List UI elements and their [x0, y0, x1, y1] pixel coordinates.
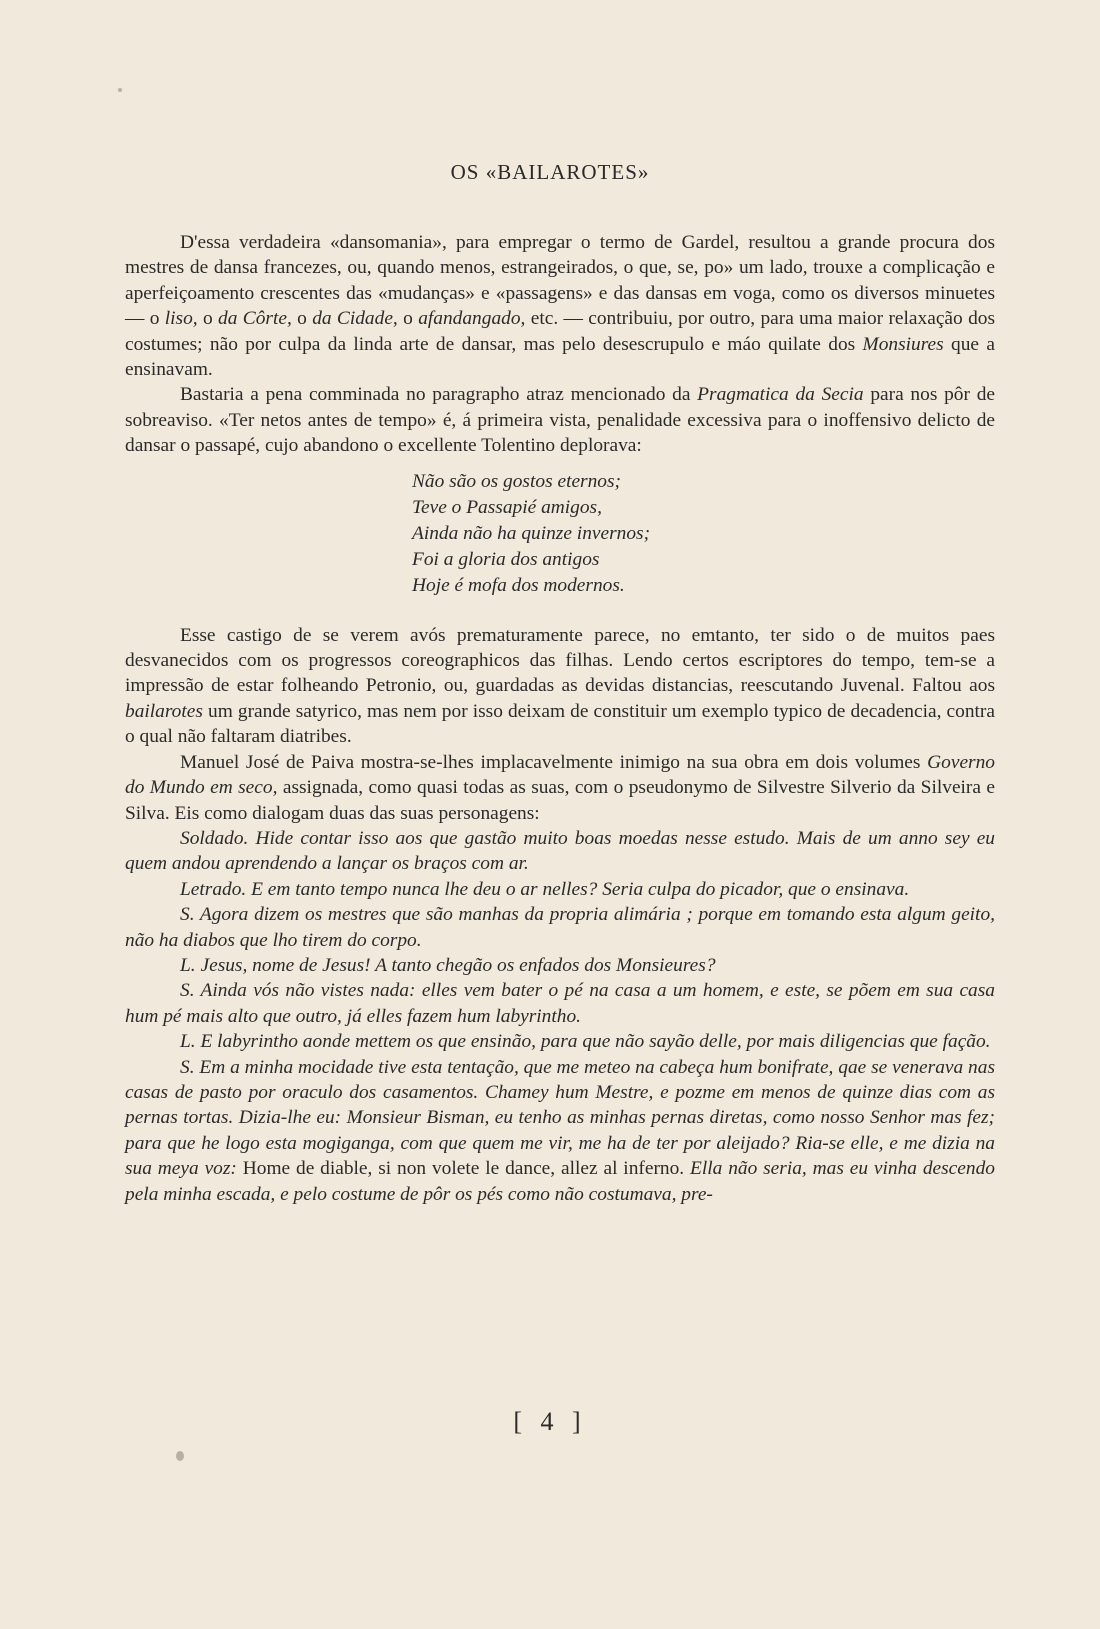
dialogue-line: S. Agora dizem os mestres que são manhas da propria alimária ; porque em tomando esta algum geito, não ha diabos que lho tirem do corpo.: [125, 904, 995, 951]
paragraph: Esse castigo de se verem avós prematuramente parece, no emtanto, ter sido o de muitos paes desvanecidos com os progressos coreographicos das filhas. Lendo certos escriptores do tempo, tem-se a impressão de estar folheando Petronio, ou, guardadas as devidas distancias, reescutando Juvenal. Faltou aos bailarotes um grande satyrico, mas nem por isso deixam de constituir um exemplo typico de decadencia, contra o qual não faltaram diatribes.: [125, 624, 995, 748]
dialogue-line: S. Em a minha mocidade tive esta tentação, que me meteo na cabeça hum bonifrate, qae se venerava nas casas de pasto por oraculo dos casamentos. Chamey hum Mestre, e pozme em menos de quinze dias com as pernas tortas. Dizia-lhe eu: Monsieur Bisman, eu tenho as minhas pernas diretas, como nosso Senhor mas fez; para que he logo esta mogiganga, com que quem me vir, me ha de ter por aleijado? Ria-se elle, e me dizia na sua meya voz: Home de diable, si non volete le dance, allez al inferno. Ella não seria, mas eu vinha descendo pela minha escada, e pelo costume de pôr os pés como não costumava, pre-: [125, 1056, 995, 1205]
dialogue-line: L. E labyrintho aonde mettem os que ensinão, para que não sayão delle, por mais diligencias que fação.: [180, 1031, 991, 1053]
dialogue-line: Letrado. E em tanto tempo nunca lhe deu o ar nelles? Seria culpa do picador, que o ensinava.: [180, 878, 910, 900]
paper-speck: [176, 1451, 184, 1461]
paragraph: Manuel José de Paiva mostra-se-lhes implacavelmente inimigo na sua obra em dois volumes Governo do Mundo em seco, assignada, como quasi todas as suas, com o pseudonymo de Silvestre Silverio da Silveira e Silva. Eis como dialogam duas das suas personagens:: [125, 751, 996, 824]
verse-line: Hoje é mofa dos modernos.: [412, 574, 625, 596]
dialogue: [125, 826, 995, 1207]
main-text: [125, 230, 995, 1207]
dialogue-line: Soldado. Hide contar isso aos que gastão muito boas moedas nesse estudo. Mais de um anno sey eu quem andou aprendendo a lançar os braços com ar.: [125, 827, 995, 875]
dialogue-line: S. Ainda vós não vistes nada: elles vem bater o pé na casa a um homem, e este, se põem em sua casa hum pé mais alto que outro, já elles fazem hum labyrintho.: [125, 980, 995, 1027]
page-number: [ 4 ]: [513, 1407, 587, 1436]
paragraph: D'essa verdadeira «dansomania», para empregar o termo de Gardel, resultou a grande procura dos mestres de dansa francezes, ou, quando menos, estrangeirados, o que, se, po» um lado, trouxe a complicação e aperfeiçoamento crescentes das «mudanças» e «passagens» e das dansas em voga, como os diversos minuetes — o liso, o da Côrte, o da Cidade, o afandangado, etc. — contribuiu, por outro, para uma maior relaxação dos costumes; não por culpa da linda arte de dansar, mas pelo desescrupulo e máo quilate dos Monsiures que a ensinavam.: [125, 232, 996, 381]
chapter-title: OS «BAILAROTES»: [450, 160, 650, 184]
verse-line: Teve o Passapié amigos,: [412, 496, 602, 518]
paragraph: Bastaria a pena comminada no paragrapho atraz mencionado da Pragmatica da Secia para nos pôr de sobreaviso. «Ter netos antes de tempo» é, á primeira vista, penalidade excessiva para o inoffensivo delicto de dansar o passapé, cujo abandono o excellente Tolentino deplorava:: [125, 384, 995, 457]
verse-quote: [412, 469, 995, 599]
verse-line: Não são os gostos eternos;: [412, 470, 621, 492]
dialogue-line: L. Jesus, nome de Jesus! A tanto chegão os enfados dos Monsieures?: [180, 954, 716, 976]
verse-line: Foi a gloria dos antigos: [412, 548, 600, 570]
paper-speck: [118, 88, 122, 92]
verse-line: Ainda não ha quinze invernos;: [412, 522, 651, 544]
